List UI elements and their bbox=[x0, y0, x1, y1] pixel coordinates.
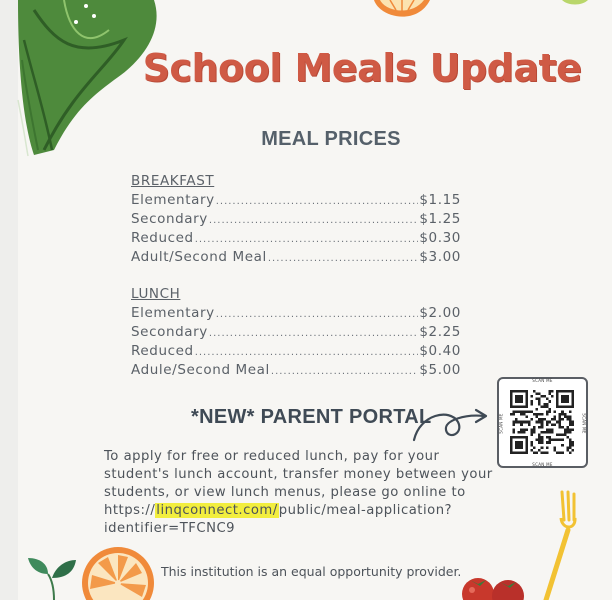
price-value: $2.25 bbox=[419, 324, 461, 340]
price-value: $0.40 bbox=[419, 343, 461, 359]
lunch-title: LUNCH bbox=[131, 286, 181, 302]
meal-prices-heading: MEAL PRICES bbox=[261, 128, 401, 150]
instruction-line: To apply for free or reduced lunch, pay for your bbox=[104, 449, 440, 464]
price-value: $1.25 bbox=[419, 211, 461, 227]
price-label: Adule/Second Meal bbox=[131, 362, 270, 378]
dot-leader bbox=[209, 324, 418, 343]
equal-opportunity-footer: This institution is an equal opportunity provider. bbox=[161, 564, 462, 579]
dot-leader bbox=[216, 192, 419, 211]
dot-leader bbox=[271, 362, 418, 381]
breakfast-price-list bbox=[131, 172, 461, 267]
price-value: $0.30 bbox=[419, 230, 461, 246]
price-label: Elementary bbox=[131, 305, 215, 321]
price-label: Secondary bbox=[131, 211, 208, 227]
tomatoes-illustration bbox=[456, 570, 536, 600]
url-suffix: public/meal-application? bbox=[278, 503, 453, 518]
page-title: School Meals Update bbox=[142, 46, 582, 90]
price-row bbox=[131, 323, 461, 342]
price-label: Reduced bbox=[131, 230, 194, 246]
qr-scan-label: SCAN ME bbox=[532, 378, 553, 383]
qr-code-icon bbox=[510, 390, 574, 454]
url-prefix: https:// bbox=[104, 503, 156, 518]
price-row bbox=[131, 210, 461, 229]
price-row bbox=[131, 361, 461, 380]
orange-slice-illustration bbox=[80, 545, 158, 600]
lime-edge-illustration bbox=[560, 0, 590, 6]
price-value: $2.00 bbox=[419, 305, 461, 321]
price-row bbox=[131, 304, 461, 323]
instruction-line: identifier=TFCNC9 bbox=[104, 521, 236, 536]
dot-leader bbox=[195, 230, 419, 249]
dot-leader bbox=[268, 249, 418, 268]
portal-instructions bbox=[104, 448, 514, 538]
qr-scan-label: SCAN ME bbox=[581, 413, 587, 434]
qr-scan-label: SCAN ME bbox=[498, 413, 504, 434]
price-row bbox=[131, 248, 461, 267]
instruction-line: student's lunch account, transfer money between your bbox=[104, 467, 493, 482]
orange-slice-top-illustration bbox=[372, 0, 432, 22]
dot-leader bbox=[209, 211, 418, 230]
curly-arrow-icon bbox=[410, 404, 490, 444]
portal-url[interactable] bbox=[104, 502, 514, 520]
price-value: $3.00 bbox=[419, 249, 461, 265]
price-label: Reduced bbox=[131, 343, 194, 359]
price-label: Secondary bbox=[131, 324, 208, 340]
instruction-line: students, or view lunch menus, please go online to bbox=[104, 485, 466, 500]
price-label: Elementary bbox=[131, 192, 215, 208]
lunch-price-list bbox=[131, 285, 461, 380]
price-value: $1.15 bbox=[419, 192, 461, 208]
url-highlight: linqconnect.com/ bbox=[156, 503, 278, 518]
breakfast-title: BREAKFAST bbox=[131, 173, 215, 189]
fork-icon bbox=[538, 490, 578, 600]
qr-scan-label: SCAN ME bbox=[532, 462, 553, 467]
price-row bbox=[131, 191, 461, 210]
leaf-sprout-illustration bbox=[26, 552, 82, 600]
price-row bbox=[131, 229, 461, 248]
dot-leader bbox=[216, 305, 419, 324]
price-value: $5.00 bbox=[419, 362, 461, 378]
price-label: Adult/Second Meal bbox=[131, 249, 267, 265]
dot-leader bbox=[195, 343, 419, 362]
price-row bbox=[131, 342, 461, 361]
parent-portal-heading: *NEW* PARENT PORTAL bbox=[191, 406, 432, 428]
